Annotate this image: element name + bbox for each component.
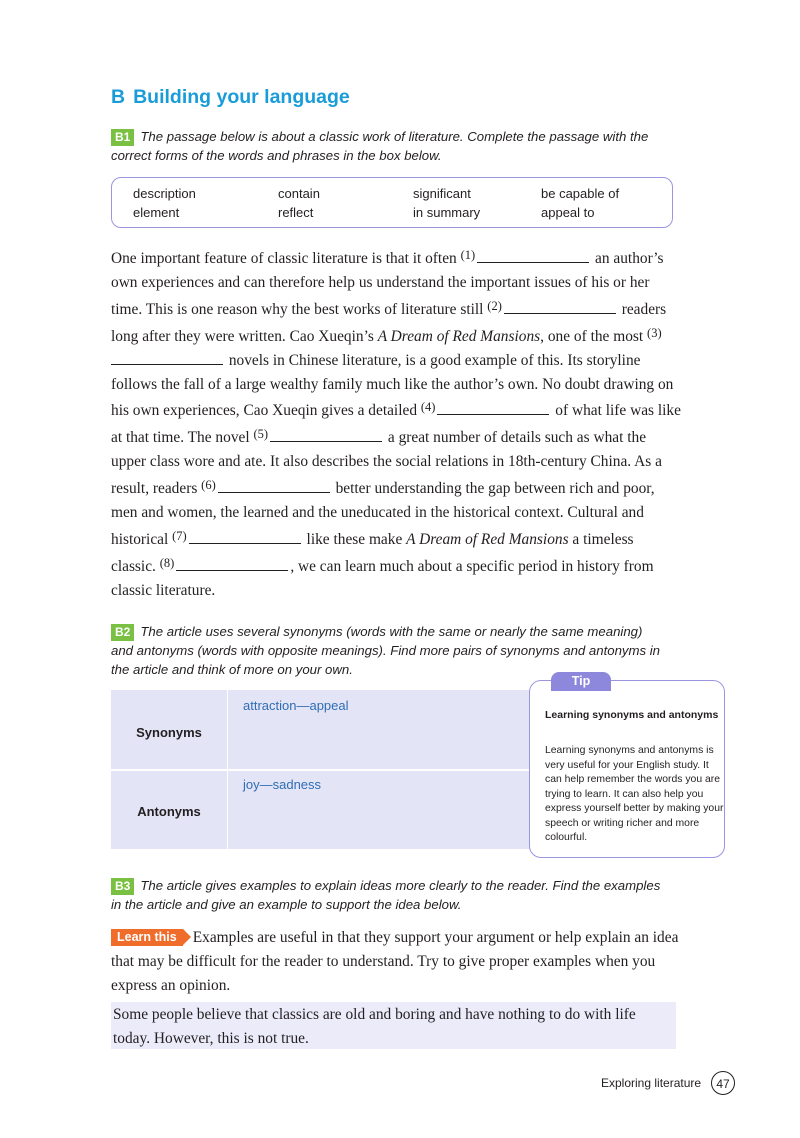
antonyms-example[interactable]: joy—sadness [243, 777, 322, 792]
tip-body: Learning synonyms and antonyms is very useful for your English study. It can help remember the words you are trying to learn. It can also help you express yourself better by making your speech or writing richer and more colourful. [545, 745, 724, 843]
synonym-antonym-table [111, 690, 533, 849]
blank-4[interactable] [437, 402, 549, 415]
b1-instruction: The passage below is about a classic work of literature. Complete the passage with the correct forms of the words and phrases in the box below. [111, 129, 649, 163]
word-in-summary: in summary [413, 205, 481, 220]
word-element: element [133, 205, 180, 220]
blank-number-7: (7) [172, 528, 187, 543]
passage-text: novels in Chinese literature, is a good example of this. Its storyline follows the fall of a large wealthy family much like the author’s own. No doubt drawing on his own experiences, Cao Xueqin gives a detailed [111, 351, 674, 420]
word-appeal-to: appeal to [541, 205, 595, 220]
blank-6[interactable] [218, 480, 330, 493]
table-row-synonyms [111, 690, 533, 769]
b1-badge: B1 [111, 129, 134, 146]
b2-instruction: The article uses several synonyms (words with the same or nearly the same meaning) and antonyms (words with opposite meanings). Find more pairs of synonyms and antonyms in the article and think of more on your own. [111, 624, 661, 677]
blank-number-2: (2) [487, 298, 502, 313]
b3-badge: B3 [111, 878, 134, 895]
passage-text: readers long after they were written. Cao Xueqin’s [111, 300, 667, 345]
synonyms-label: Synonyms [136, 725, 202, 740]
passage-text: a timeless classic. [111, 530, 634, 575]
word-box [111, 177, 673, 228]
blank-2[interactable] [504, 301, 616, 314]
learn-this-text: Examples are useful in that they support your argument or help explain an idea that may be difficult for the reader to understand. Try to give proper examples when you express an opinion. [111, 929, 679, 994]
tip-title: Learning synonyms and antonyms [545, 709, 719, 721]
footer-unit-title: Exploring literature [601, 1076, 702, 1090]
learn-this-badge: Learn this [111, 929, 183, 946]
word-reflect: reflect [278, 205, 314, 220]
example-statement: Some people believe that classics are old and boring and have nothing to do with life today. However, this is not true. [113, 1006, 636, 1047]
b3-instruction: The article gives examples to explain ideas more clearly to the reader. Find the examples in the article and give an example to support the idea below. [111, 878, 661, 912]
synonyms-example[interactable]: attraction—appeal [243, 698, 349, 713]
table-row-antonyms [111, 771, 533, 849]
blank-number-4: (4) [420, 400, 436, 415]
blank-1[interactable] [477, 250, 589, 263]
word-be-capable-of: be capable of [541, 186, 620, 201]
passage-text: a great number of details such as what the upper class wore and ate. It also describes the social relations in 18th-century China. As a result, readers [111, 429, 662, 498]
section-letter: B [111, 86, 126, 108]
blank-7[interactable] [189, 531, 301, 544]
b2-badge: B2 [111, 624, 134, 641]
word-description: description [133, 186, 196, 201]
passage-text: like these make [302, 530, 407, 548]
tip-tab: Tip [551, 672, 611, 691]
word-significant: significant [413, 186, 471, 201]
blank-5[interactable] [270, 429, 382, 442]
passage-text: One important feature of classic literature is that it often [111, 250, 461, 267]
learn-this-block [111, 926, 681, 998]
section-title: Building your language [133, 86, 350, 108]
blank-number-8: (8) [159, 555, 175, 570]
antonyms-label: Antonyms [137, 804, 201, 819]
example-statement-box [111, 1002, 676, 1049]
passage-text: , we can learn much about a specific period in history from classic literature. [111, 557, 654, 599]
b3-instruction-block [111, 876, 671, 914]
b2-instruction-block [111, 622, 666, 679]
book-title: A Dream of Red Mansions [406, 530, 569, 548]
section-heading [111, 86, 350, 109]
blank-number-5: (5) [253, 427, 269, 442]
blank-8[interactable] [176, 558, 288, 571]
blank-number-1: (1) [460, 248, 476, 262]
blank-number-3: (3) [647, 325, 662, 340]
passage-text: of what life was like at that time. The novel [111, 402, 681, 447]
b1-passage [111, 244, 681, 603]
word-contain: contain [278, 186, 320, 201]
page-number: 47 [711, 1071, 735, 1095]
book-title: A Dream of Red Mansions [377, 327, 541, 345]
passage-text: better understanding the gap between rich and poor, men and women, the learned and the uneducated in the historical context. Cultural and historical [111, 480, 655, 548]
blank-3[interactable] [111, 352, 223, 365]
b1-instruction-block [111, 127, 671, 165]
passage-text: an author’s own experiences and can therefore help us understand the important issues of his or her time. This is one reason why the best works of literature still [111, 250, 664, 318]
passage-text: , one of the most [540, 327, 648, 345]
blank-number-6: (6) [201, 478, 216, 493]
